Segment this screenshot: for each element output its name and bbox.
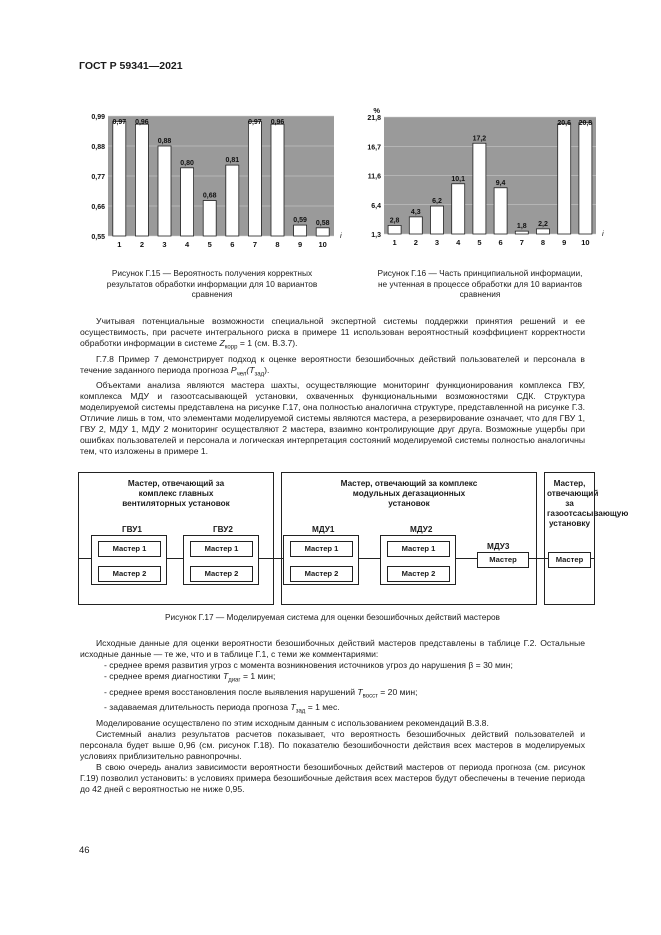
- bar-value-label: 0,96: [135, 119, 149, 126]
- bar-value-label: 0,96: [270, 119, 285, 126]
- text-block-1: [80, 316, 585, 457]
- bar-value-label: 10,1: [451, 175, 466, 183]
- master-1-box: Мастер 1: [387, 541, 450, 557]
- bar-value-label: 2,2: [538, 220, 548, 228]
- master-2-box: Мастер 2: [387, 566, 450, 582]
- master-1-box: Мастер 1: [290, 541, 353, 557]
- chart-unaccounted-info: [357, 99, 604, 254]
- x-tick-label: 8: [540, 238, 546, 247]
- text-block-2: [80, 638, 585, 795]
- section-gas: [544, 472, 629, 605]
- x-tick-label: 7: [519, 238, 524, 247]
- bar: [203, 201, 216, 236]
- chart-correct-processing: [78, 106, 350, 254]
- bar-value-label: 0,59: [293, 217, 307, 225]
- list-item: - задаваемая длительность периода прогноза $T_{зад} = 1$ мес.: [104, 702, 340, 716]
- paragraph: Г.7.8 Пример 7 демонстрирует подход к оценке вероятности безошибочных действий пользователей и персонала в течение заданного периода прогноза $P_{чел}(T_{зад})$.: [80, 353, 585, 378]
- bar-value-label: 0,88: [157, 138, 172, 145]
- paragraph: Объектами анализа являются мастера шахты, осуществляющие мониторинг функционирования комплекса ГВУ, комплекса МДУ и газоотсасывающей установки, охваченных функциональными возможностями СДК. Структура моделируемой системы представлена на рисунке Г.17, она полностью аналогична структуре, представленной на рисунке Г.3. Отличие лишь в том, что элементами моделируемой системы являются мастера, а резервирование означает, что для ГВУ 1, ГВУ 2, МДУ 1, МДУ 2 мониторинг осуществляют 2 мастера, взаимно контролирующие друг друга. Возможные ущербы при ошибках пользователей и персонала и логическая интерпретация состояний моделируемой системы полностью аналогичны тем, что изложены в примере 1.: [80, 380, 585, 457]
- list-item: - среднее время восстановления после выявления нарушений $T_{восст} = 20$ мин;: [104, 686, 418, 700]
- master-box-gas: Мастер: [548, 552, 591, 568]
- x-axis-label: i: [340, 231, 342, 240]
- bar-value-label: 0,80: [180, 159, 194, 167]
- chart-2-svg: [357, 99, 604, 254]
- caption-fig15-line: Рисунок Г.15 — Вероятность получения корректных: [111, 268, 313, 278]
- x-tick-label: 3: [162, 240, 167, 249]
- bar: [113, 121, 126, 236]
- bar-value-label: 20,6: [557, 120, 572, 127]
- bar: [226, 165, 239, 236]
- caption-fig16-line: сравнения: [459, 289, 501, 299]
- x-tick-label: 6: [230, 240, 235, 249]
- y-tick-label: 0,88: [91, 144, 105, 151]
- bar-value-label: 0,68: [202, 192, 217, 200]
- bar: [473, 143, 486, 234]
- bar: [409, 217, 422, 234]
- x-tick-label: 4: [185, 240, 190, 249]
- unit-box-mdu2: [380, 535, 456, 585]
- chart-1-svg: [78, 106, 350, 254]
- bar: [431, 206, 444, 234]
- y-tick-label: 16,7: [367, 144, 381, 152]
- y-tick-label: 21,8: [367, 115, 381, 122]
- x-tick-label: 2: [413, 238, 418, 247]
- caption-fig15-line: сравнения: [191, 289, 233, 299]
- bar-value-label: 0,58: [315, 219, 330, 227]
- unit-box-mdu1: [283, 535, 359, 585]
- y-tick-label: 11,6: [367, 173, 381, 181]
- paragraph: В свою очередь анализ зависимости вероятности безошибочных действий мастеров от периода прогноза (см. рисунок Г.19) позволил установить: в условиях примера безошибочные действия всех мастеров будут обеспечены в течение периода до 42 дней с вероятностью не ниже 0,95.: [80, 762, 585, 795]
- x-tick-label: 5: [477, 238, 482, 247]
- bar-value-label: 0,97: [112, 119, 127, 126]
- x-tick-label: 7: [252, 240, 257, 249]
- paragraph: Моделирование осуществлено по этим исходным данным с использованием рекомендаций В.3.8.: [96, 718, 489, 729]
- bar-value-label: 20,8: [578, 120, 593, 127]
- paragraph: Системный анализ результатов расчетов показывает, что вероятность безошибочных действий пользователей и персонала будет выше 0,96 (см. рисунок Г.18). По показателю безошибочности действия всех мастеров в моделируемых условиях приблизительно равнопрочны.: [80, 729, 585, 762]
- unit-box-gvu2: [183, 535, 259, 585]
- master-2-box: Мастер 2: [98, 566, 161, 582]
- caption-fig17: Рисунок Г.17 — Моделируемая система для оценки безошибочных действий мастеров: [165, 612, 500, 622]
- y-tick-label: 1,3: [371, 232, 381, 239]
- x-tick-label: 9: [562, 238, 567, 247]
- bar: [294, 225, 307, 236]
- bar: [494, 188, 507, 234]
- master-2-box: Мастер 2: [290, 566, 353, 582]
- unit-label-mdu1: МДУ1: [312, 525, 335, 534]
- x-tick-label: 3: [434, 238, 440, 247]
- list-item: - среднее время развития угроз с момента возникновения источников угроз до нарушения β = 30 мин;: [104, 660, 513, 670]
- x-axis-label: i: [602, 229, 604, 238]
- bar: [271, 124, 284, 236]
- paragraph: Исходные данные для оценки вероятности безошибочных действий мастеров представлены в таблице Г.2. Остальные исходные данные — те же, что и в таблице Г.1, с теми же комментариями:: [80, 638, 585, 659]
- y-axis-label: %: [373, 106, 380, 115]
- caption-fig15: [76, 268, 348, 300]
- x-tick-label: 1: [117, 240, 122, 249]
- x-tick-label: 6: [498, 238, 503, 247]
- master-1-box: Мастер 1: [190, 541, 253, 557]
- section-title: Мастер, отвечающий за комплекс главных вентиляторных установок: [122, 479, 230, 508]
- x-tick-label: 10: [581, 238, 590, 247]
- master-1-box: Мастер 1: [98, 541, 161, 557]
- bar-value-label: 0,97: [248, 119, 262, 126]
- caption-fig16-line: не учтенная в процессе обработки для 10 вариантов: [377, 278, 583, 289]
- bar-value-label: 0,81: [225, 157, 240, 165]
- bar-value-label: 6,2: [432, 198, 442, 206]
- bar: [388, 225, 401, 234]
- x-tick-label: 9: [298, 240, 303, 249]
- x-tick-label: 2: [139, 240, 144, 249]
- list-item: - среднее время диагностики $T_{диаг} = 1$ мин;: [104, 671, 276, 684]
- section-title: Мастер, отвечающий за комплекс модульных дегазационных установок: [340, 479, 478, 508]
- bar-value-label: 4,3: [410, 208, 421, 216]
- bar-value-label: 1,8: [516, 223, 527, 231]
- caption-fig16-line: Рисунок Г.16 — Часть принципиальной информации,: [377, 268, 583, 278]
- bar-value-label: 2,8: [389, 217, 400, 225]
- bar: [452, 184, 465, 234]
- unit-label-mdu3: МДУ3: [487, 542, 510, 551]
- x-tick-label: 10: [318, 240, 327, 249]
- y-tick-label: 6,4: [371, 202, 381, 210]
- y-tick-label: 0,99: [91, 114, 105, 121]
- bar: [515, 231, 528, 234]
- x-tick-label: 8: [275, 240, 280, 249]
- bar: [135, 124, 148, 236]
- unit-label-mdu2: МДУ2: [410, 525, 433, 534]
- section-title: Мастер, отвечающий за газоотсасывающую установку: [547, 479, 629, 528]
- bar-value-label: 17,2: [472, 135, 487, 143]
- bar: [181, 168, 194, 236]
- caption-fig16: [352, 268, 608, 300]
- unit-box-gvu1: [91, 535, 167, 585]
- paragraph: Учитывая потенциальные возможности специальной экспертной системы поддержки принятия решений и ее осуществимость, при расчете интегрального риска в примере 11 использован вероятностный коэффициент корректности обработки информации в системе $Z_{корр} = 1$ (см. В.3.7).: [80, 316, 585, 351]
- bar-value-label: 9,4: [495, 179, 506, 187]
- bar: [158, 146, 171, 236]
- caption-fig15-line: результатов обработки информации для 10 вариантов: [106, 278, 318, 289]
- unit-label-gvu1: ГВУ1: [122, 525, 142, 534]
- master-box-mdu3: Мастер: [477, 552, 529, 568]
- bar: [316, 228, 329, 236]
- y-tick-label: 0,66: [91, 204, 105, 211]
- y-tick-label: 0,55: [91, 234, 105, 241]
- document-header: ГОСТ Р 59341—2021: [79, 60, 183, 72]
- system-diagram: [78, 472, 629, 607]
- bar: [579, 123, 592, 234]
- x-tick-label: 1: [392, 238, 397, 247]
- bar: [558, 124, 571, 234]
- unit-label-gvu2: ГВУ2: [213, 525, 233, 534]
- page-number: 46: [79, 845, 90, 856]
- bar: [248, 121, 261, 236]
- x-tick-label: 5: [207, 240, 212, 249]
- master-2-box: Мастер 2: [190, 566, 253, 582]
- x-tick-label: 4: [456, 238, 461, 247]
- bar: [537, 229, 550, 234]
- y-tick-label: 0,77: [91, 174, 105, 181]
